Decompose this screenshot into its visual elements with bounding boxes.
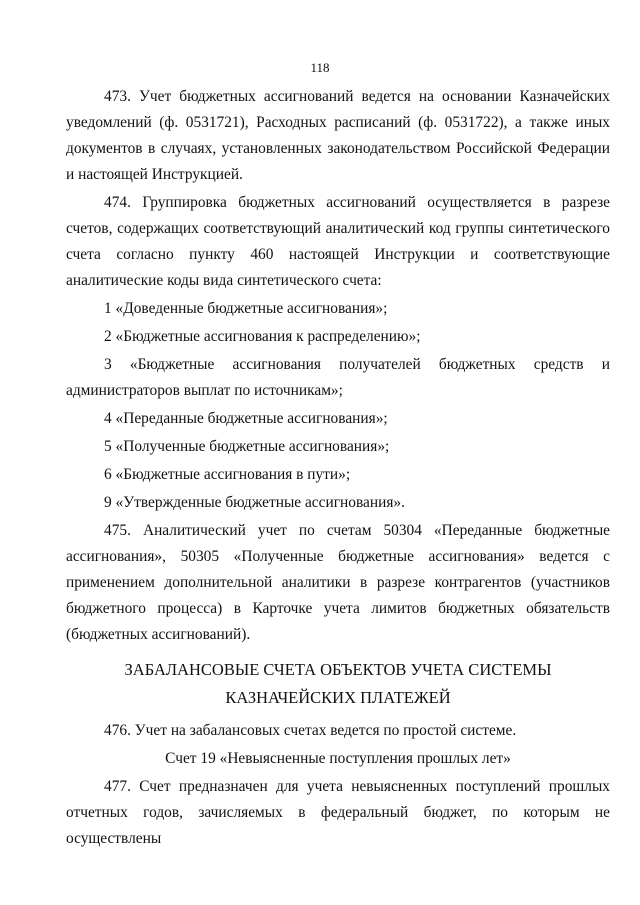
- list-item: 2 «Бюджетные ассигнования к распределению»;: [104, 328, 421, 345]
- page-number: 118: [310, 60, 330, 75]
- list-item: 1 «Доведенные бюджетные ассигнования»;: [104, 300, 388, 317]
- list-item: 9 «Утвержденные бюджетные ассигнования».: [104, 494, 405, 511]
- paragraph-473: 473. Учет бюджетных ассигнований ведется на основании Казначейских уведомлений (ф. 0531721), Расходных расписаний (ф. 0531722), а также иных документов в случаях, установленных законодательством Российской Федерации и настоящей Инструкцией.: [66, 88, 610, 183]
- paragraph-477: 477. Счет предназначен для учета невыясненных поступлений прошлых отчетных годов, зачисляемых в федеральный бюджет, по которым не осуществлены: [66, 778, 610, 847]
- paragraph-476: 476. Учет на забалансовых счетах ведется по простой системе.: [104, 722, 517, 739]
- paragraph-474: 474. Группировка бюджетных ассигнований осуществляется в разрезе счетов, содержащих соответствующий аналитический код группы синтетического счета согласно пункту 460 настоящей Инструкции и соответствующие аналитические коды вида синтетического счета:: [66, 194, 610, 289]
- paragraph-475: 475. Аналитический учет по счетам 50304 «Переданные бюджетные ассигнования», 50305 «Полученные бюджетные ассигнования» ведется с применением дополнительной аналитики в разрезе контрагентов (участников бюджетного процесса) в Карточке учета лимитов бюджетных обязательств (бюджетных ассигнований).: [66, 522, 610, 643]
- list-item: 4 «Переданные бюджетные ассигнования»;: [104, 410, 388, 427]
- section-heading: ЗАБАЛАНСОВЫЕ СЧЕТА ОБЪЕКТОВ УЧЕТА СИСТЕМЫ КАЗНАЧЕЙСКИХ ПЛАТЕЖЕЙ: [124, 660, 552, 707]
- list-item: 6 «Бюджетные ассигнования в пути»;: [104, 466, 351, 483]
- list-item: 5 «Полученные бюджетные ассигнования»;: [104, 438, 390, 455]
- account-heading: Счет 19 «Невыясненные поступления прошлых лет»: [165, 750, 511, 767]
- list-item: 3 «Бюджетные ассигнования получателей бюджетных средств и администраторов выплат по источникам»;: [66, 356, 610, 399]
- document-body: [66, 84, 610, 852]
